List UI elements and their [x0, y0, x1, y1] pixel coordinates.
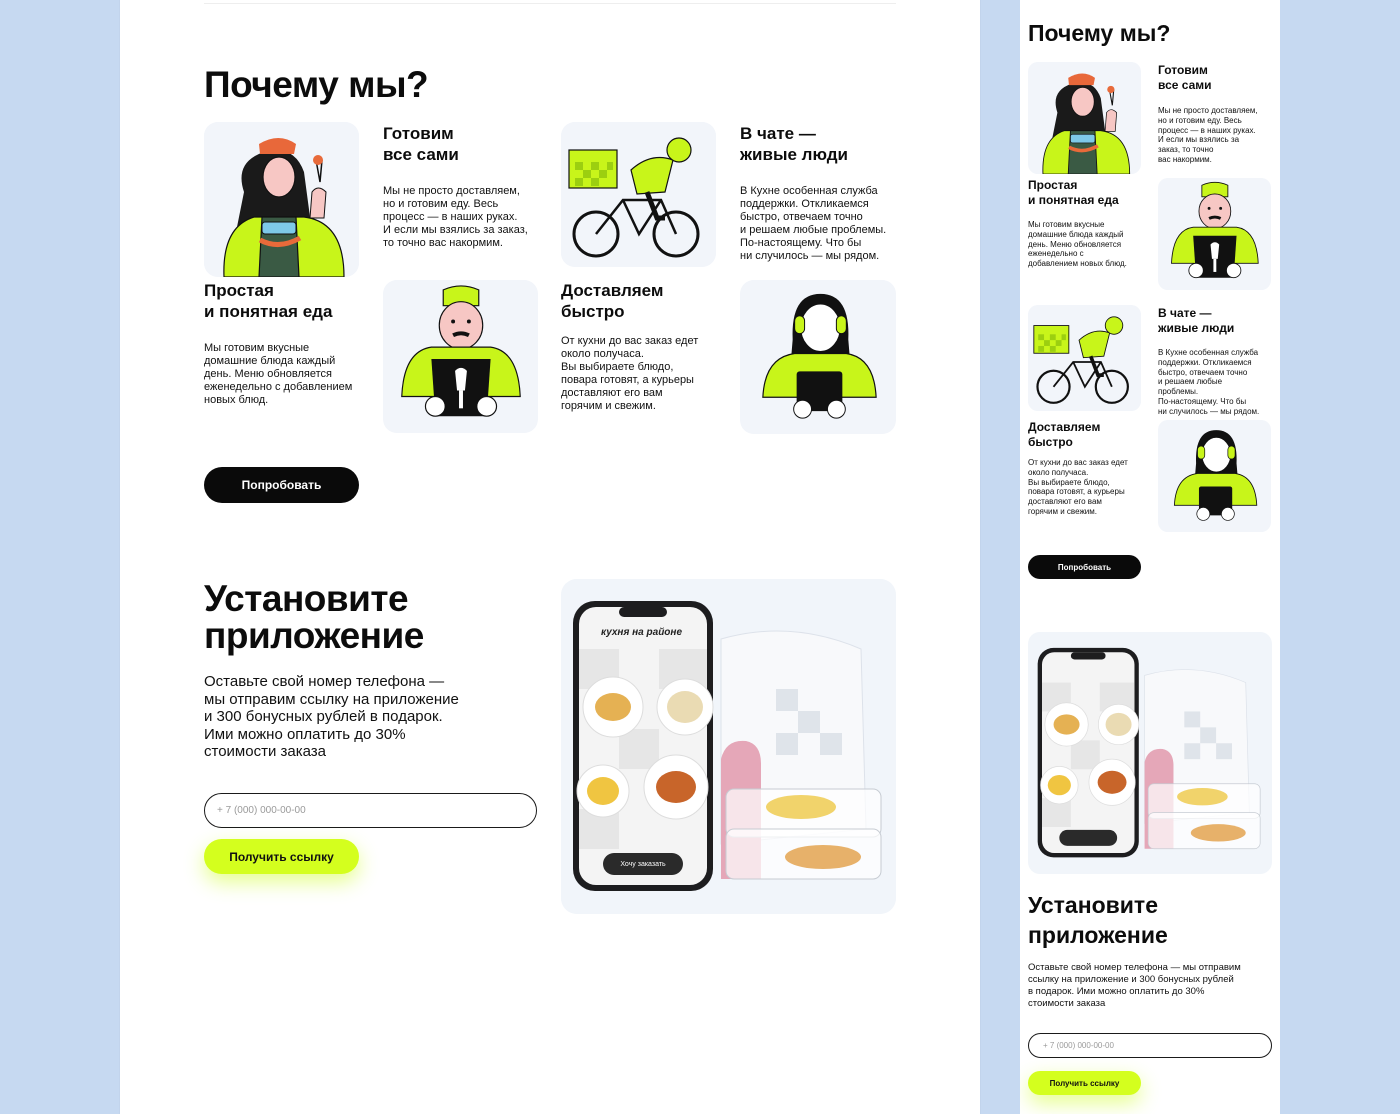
mobile-layout — [1020, 0, 1280, 1114]
courier-bicycle-illustration — [561, 122, 716, 267]
card-title-support: В чате — живые люди — [740, 124, 848, 164]
install-heading: Установите приложение — [204, 578, 424, 656]
mobile-card-title-support: В чате — живые люди — [1158, 306, 1235, 335]
why-heading: Почему мы? — [204, 64, 429, 105]
mobile-phone-input[interactable] — [1028, 1033, 1272, 1058]
woman-with-food-illustration — [204, 122, 359, 277]
card-title-delivery: Доставляем быстро — [561, 281, 664, 321]
card-text-simple-food: Мы готовим вкусные домашние блюда каждый день. Меню обновляется еженедельно с добавлением новых блюд. — [204, 342, 353, 406]
mobile-card-text-we-cook: Мы не просто доставляем, но и готовим еду. Весь процесс — в наших руках. И если мы взялись за заказ, то точно вас накормим. — [1158, 106, 1258, 164]
mobile-card-text-simple-food: Мы готовим вкусные домашние блюда каждый день. Меню обновляется еженедельно с добавлением новых блюд. — [1028, 220, 1127, 269]
woman-with-food-illustration — [1028, 62, 1141, 174]
card-title-we-cook: Готовим все сами — [383, 124, 459, 164]
app-order-button: Хочу заказать — [620, 860, 666, 868]
card-text-support: В Кухне особенная служба поддержки. Откликаемся быстро, отвечаем точно и решаем любые проблемы. По-настоящему. Что бы ни случилось — мы рядом. — [740, 185, 887, 262]
app-phone-illustration — [561, 579, 896, 914]
mobile-card-title-simple-food: Простая и понятная еда — [1028, 178, 1119, 207]
mobile-install-description: Оставьте свой номер телефона — мы отправим ссылку на приложение и 300 бонусных рублей в подарок. Ими можно оплатить до 30% стоимости заказа — [1028, 962, 1241, 1009]
mobile-card-text-delivery: От кухни до вас заказ едет около получаса. Вы выбираете блюдо, повара готовят, а курьеры доставляют его вам горячим и свежим. — [1028, 458, 1128, 516]
phone-placeholder: + 7 (000) 000-00-00 — [217, 805, 306, 816]
mobile-card-text-support: В Кухне особенная служба поддержки. Откликаемся быстро, отвечаем точно и решаем любые проблемы. По-настоящему. Что бы ни случилось — мы рядом. — [1158, 348, 1260, 416]
mobile-card-title-delivery: Доставляем быстро — [1028, 420, 1101, 449]
try-button[interactable]: Попробовать — [204, 467, 359, 503]
mobile-card-title-we-cook: Готовим все сами — [1158, 63, 1212, 92]
card-title-simple-food: Простая и понятная еда — [204, 281, 333, 321]
mobile-why-heading: Почему мы? — [1028, 20, 1171, 46]
phone-input[interactable] — [204, 793, 537, 828]
divider — [204, 0, 896, 4]
mobile-try-button[interactable]: Попробовать — [1028, 555, 1141, 579]
get-link-button[interactable]: Получить ссылку — [204, 839, 359, 874]
install-description: Оставьте свой номер телефона — мы отправим ссылку на приложение и 300 бонусных рублей в подарок. Ими можно оплатить до 30% стоимости заказа — [204, 673, 459, 760]
card-text-we-cook: Мы не просто доставляем, но и готовим еду. Весь процесс — в наших руках. И если мы взялись за заказ, то точно вас накормим. — [383, 185, 528, 249]
desktop-layout — [120, 0, 980, 1114]
mobile-install-heading: Установите приложение — [1028, 892, 1168, 948]
chef-illustration — [383, 280, 538, 433]
support-operator-illustration — [1158, 420, 1271, 532]
mobile-get-link-button[interactable]: Получить ссылку — [1028, 1071, 1141, 1095]
courier-bicycle-illustration — [1028, 305, 1141, 411]
mobile-app-phone-illustration — [1028, 632, 1272, 874]
support-operator-illustration — [740, 280, 896, 434]
app-logo-text: кухня на районе — [601, 627, 683, 638]
chef-illustration — [1158, 178, 1271, 290]
card-text-delivery: От кухни до вас заказ едет около получаса. Вы выбираете блюдо, повара готовят, а курьеры доставляют его вам горячим и свежим. — [561, 335, 699, 412]
mobile-phone-placeholder: + 7 (000) 000-00-00 — [1043, 1041, 1114, 1050]
